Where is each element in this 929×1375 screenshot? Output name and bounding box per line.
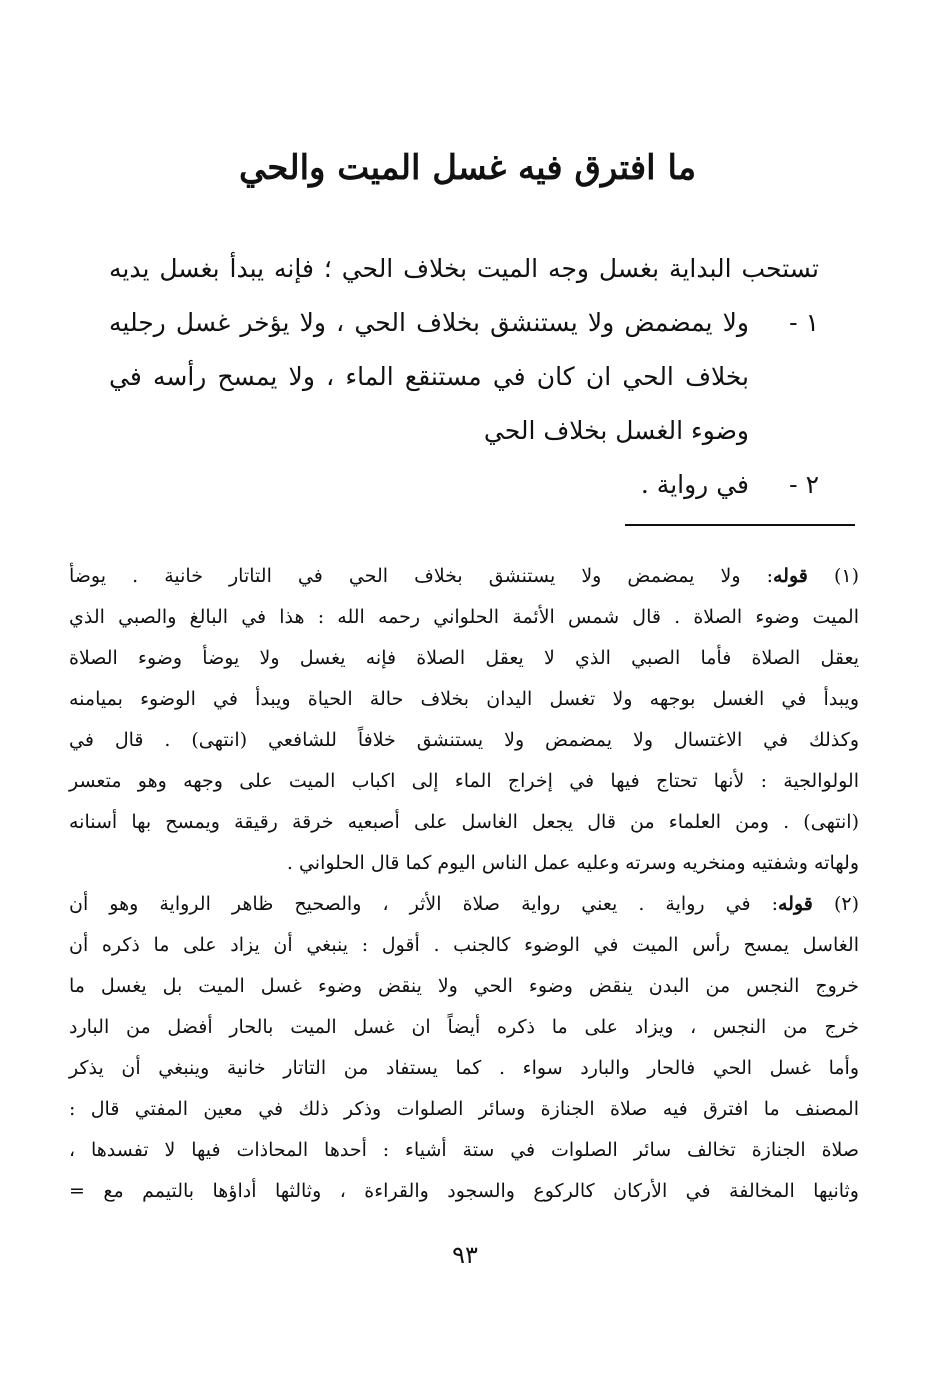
item-number: ٢ - bbox=[789, 470, 819, 499]
footnote-line: خروج النجس من البدن ينقض وضوء الحي ولا ينقض وضوء غسل الميت بل يغسل ما bbox=[69, 975, 859, 997]
footnote-first-line: : في رواية . يعني رواية صلاة الأثر ، والصحيح ظاهر الرواية وهو أن bbox=[69, 893, 778, 915]
footnote-1 bbox=[69, 556, 859, 884]
footnote-line: وثانيها المخالفة في الأركان كالركوع والسجود والقراءة ، وثالثها أداؤها بالتيمم مع = bbox=[69, 1180, 859, 1202]
item-line: بخلاف الحي ان كان في مستنقع الماء ، ولا يمسح رأسه في bbox=[109, 362, 749, 391]
list-item bbox=[109, 296, 819, 466]
footnotes bbox=[69, 556, 859, 1212]
item-text bbox=[109, 458, 749, 512]
footnote-marker: (١) bbox=[833, 565, 859, 587]
footnote-line: الغاسل يمسح رأس الميت في الوضوء كالجنب . أقول : ينبغي أن يزاد على ما ذكره أن bbox=[69, 934, 859, 956]
footnote-marker: (٢) bbox=[833, 893, 860, 915]
intro-line: تستحب البداية بغسل وجه الميت بخلاف الحي ؛ فإنه يبدأ بغسل يديه bbox=[109, 254, 819, 283]
footnote-label: قوله bbox=[778, 893, 813, 915]
footnote-separator bbox=[625, 524, 855, 526]
page-title: ما افترق فيه غسل الميت والحي bbox=[238, 148, 697, 188]
footnote-line: ولهاته وشفتيه ومنخريه وسرته وعليه عمل الناس اليوم كما قال الحلواني . bbox=[286, 852, 859, 874]
item-line: وضوء الغسل بخلاف الحي bbox=[483, 416, 749, 445]
footnote-line: وأما غسل الحي فالحار والبارد سواء . كما يستفاد من التاتار خانية وينبغي أن يذكر bbox=[69, 1057, 859, 1079]
footnote-first-line: : ولا يمضمض ولا يستنشق بخلاف الحي في التاتار خانية . يوضأ bbox=[69, 565, 773, 587]
footnote-line bbox=[69, 884, 859, 925]
footnote-line: خرج من النجس ، ويزاد على ما ذكره أيضاً ان غسل الميت بالحار أفضل من البارد bbox=[69, 1016, 859, 1038]
footnote-line: صلاة الجنازة تخالف سائر الصلوات في ستة أشياء : أحدها المحاذات فيها لا تفسدها ، bbox=[69, 1139, 859, 1161]
item-line: في رواية . bbox=[640, 470, 749, 499]
footnote-line: وكذلك في الاغتسال ولا يمضمض ولا يستنشق خلافاً للشافعي (انتهى) . قال في bbox=[69, 729, 859, 751]
footnote-2 bbox=[69, 884, 859, 1212]
footnote-line: الولوالجية : لأنها تحتاج فيها في إخراج الماء إلى اكباب الميت على وجهه وهو متعسر bbox=[69, 770, 859, 792]
footnote-line: (انتهى) . ومن العلماء من قال يجعل الغاسل على أصبعيه خرقة رقيقة ويمسح بها أسنانه bbox=[69, 811, 859, 833]
item-line: ولا يمضمض ولا يستنشق بخلاف الحي ، ولا يؤخر غسل رجليه bbox=[109, 308, 749, 337]
item-number: ١ - bbox=[789, 308, 819, 337]
footnote-line: المصنف ما افترق فيه صلاة الجنازة وسائر الصلوات وذكر ذلك في معين المفتي قال : bbox=[69, 1098, 859, 1120]
footnote-line: الميت وضوء الصلاة . قال شمس الأئمة الحلواني رحمه الله : هذا في البالغ والصبي الذي bbox=[69, 606, 859, 628]
footnote-line bbox=[69, 556, 859, 597]
footnote-line: يعقل الصلاة فأما الصبي الذي لا يعقل الصلاة فإنه يغسل ولا يوضأ وضوء الصلاة bbox=[69, 647, 859, 669]
page-number: ٩٣ bbox=[452, 1241, 478, 1269]
footnote-line: ويبدأ في الغسل بوجهه ولا تغسل اليدان بخلاف حالة الحياة ويبدأ في الوضوء بميامنه bbox=[69, 688, 859, 710]
item-text bbox=[109, 296, 749, 458]
footnote-label: قوله bbox=[772, 565, 808, 587]
list-item bbox=[109, 458, 819, 512]
